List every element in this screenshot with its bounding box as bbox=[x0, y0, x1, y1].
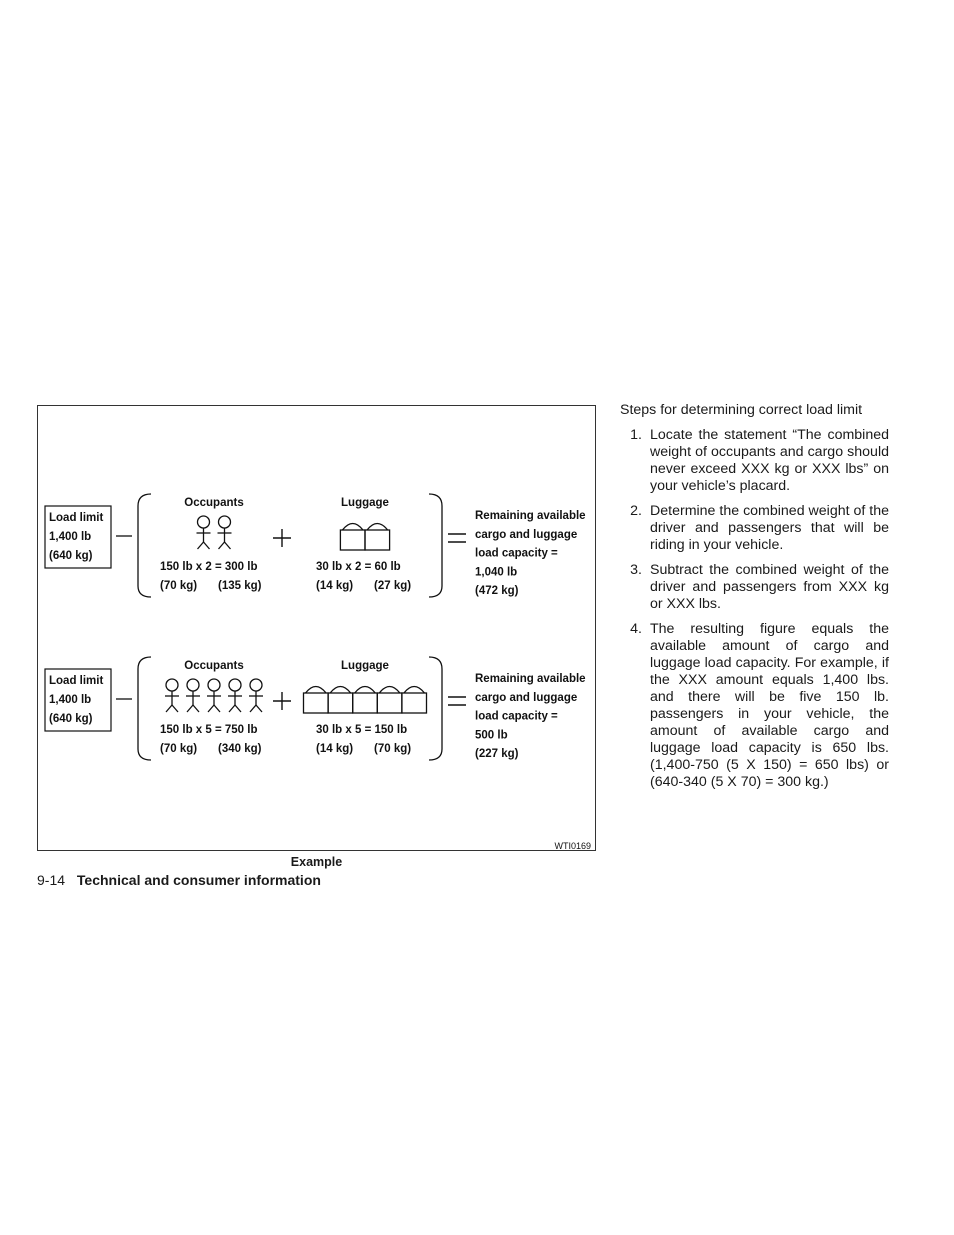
luggage-body bbox=[328, 693, 353, 713]
occupants-calc: 150 lb x 5 = 750 lb bbox=[160, 724, 258, 736]
luggage-icon bbox=[328, 687, 353, 714]
luggage-icon bbox=[304, 687, 329, 714]
luggage-kg: (14 kg) bbox=[316, 580, 354, 592]
person-leg-left bbox=[187, 705, 193, 712]
person-leg-right bbox=[193, 705, 199, 712]
person-leg-right bbox=[235, 705, 241, 712]
luggage-body bbox=[377, 693, 402, 713]
person-leg-right bbox=[256, 705, 262, 712]
person-leg-right bbox=[204, 542, 210, 549]
person-head bbox=[219, 516, 231, 528]
left-bracket bbox=[138, 494, 151, 597]
load-limit-line: Load limit bbox=[49, 675, 104, 687]
luggage-handle bbox=[355, 687, 376, 694]
occupants-kg: (70 kg) bbox=[160, 743, 198, 755]
person-leg-left bbox=[198, 542, 204, 549]
occupants-label: Occupants bbox=[184, 660, 244, 672]
luggage-kg: (14 kg) bbox=[316, 743, 354, 755]
figure-row-2 bbox=[45, 657, 586, 760]
person-icon bbox=[186, 679, 200, 712]
person-leg-right bbox=[225, 542, 231, 549]
luggage-calc: 30 lb x 2 = 60 lb bbox=[316, 561, 401, 573]
load-limit-line: (640 kg) bbox=[49, 550, 93, 562]
person-icon bbox=[218, 516, 232, 549]
person-icon bbox=[207, 679, 221, 712]
person-leg-left bbox=[166, 705, 172, 712]
step-item bbox=[620, 503, 889, 554]
luggage-label: Luggage bbox=[341, 497, 389, 509]
person-icon bbox=[228, 679, 242, 712]
person-head bbox=[229, 679, 241, 691]
result-line: 500 lb bbox=[475, 729, 508, 742]
luggage-icon bbox=[365, 524, 390, 551]
occupants-kg: (70 kg) bbox=[160, 580, 198, 592]
person-head bbox=[208, 679, 220, 691]
load-limit-line: 1,400 lb bbox=[49, 531, 92, 543]
step-text: The resulting figure equals the available amount of cargo and luggage load capacity. For example, if the XXX amount equals 1,400 lbs. and there will be five 150 lb. passengers in your vehicle, the amount of available cargo and luggage load capacity is 650 lbs. (1,400-750 (5 X 150) = 650 lbs) or (640-340 (5 X 70) = 300 kg.) bbox=[650, 621, 889, 790]
person-icon bbox=[197, 516, 211, 549]
steps-section bbox=[620, 402, 889, 799]
person-icon bbox=[165, 679, 179, 712]
step-number: 3. bbox=[630, 562, 642, 578]
left-bracket bbox=[138, 657, 151, 760]
result-line: 1,040 lb bbox=[475, 566, 518, 579]
person-leg-left bbox=[219, 542, 225, 549]
person-head bbox=[250, 679, 262, 691]
luggage-handle bbox=[342, 524, 363, 531]
luggage-total-kg: (70 kg) bbox=[374, 743, 412, 755]
load-limit-line: 1,400 lb bbox=[49, 694, 92, 706]
right-bracket bbox=[429, 657, 442, 760]
luggage-handle bbox=[367, 524, 388, 531]
step-text: Locate the statement “The combined weight of occupants and cargo should never exceed XXX kg or XXX lbs” on your vehicle’s placard. bbox=[650, 427, 889, 494]
person-icon bbox=[249, 679, 263, 712]
person-leg-right bbox=[214, 705, 220, 712]
luggage-body bbox=[365, 530, 390, 550]
load-limit-figure bbox=[37, 405, 596, 851]
step-number: 2. bbox=[630, 503, 642, 519]
result-line: cargo and luggage bbox=[475, 528, 578, 541]
load-limit-line: (640 kg) bbox=[49, 713, 93, 725]
occupants-total-kg: (135 kg) bbox=[218, 580, 262, 592]
luggage-calc: 30 lb x 5 = 150 lb bbox=[316, 724, 408, 736]
result-line: (227 kg) bbox=[475, 748, 519, 761]
luggage-icon bbox=[377, 687, 402, 714]
person-head bbox=[198, 516, 210, 528]
result-line: Remaining available bbox=[475, 510, 586, 522]
person-leg-left bbox=[250, 705, 256, 712]
figure-code: WTI0169 bbox=[554, 841, 591, 851]
person-leg-left bbox=[229, 705, 235, 712]
person-leg-right bbox=[172, 705, 178, 712]
steps-list bbox=[620, 427, 889, 791]
person-head bbox=[187, 679, 199, 691]
page-number: 9-14 bbox=[37, 872, 66, 888]
step-item bbox=[620, 427, 889, 495]
result-line: cargo and luggage bbox=[475, 691, 578, 704]
result-line: load capacity = bbox=[475, 710, 558, 723]
luggage-icon bbox=[402, 687, 427, 714]
step-item bbox=[620, 562, 889, 613]
person-leg-left bbox=[208, 705, 214, 712]
load-limit-line: Load limit bbox=[49, 512, 104, 524]
occupants-total-kg: (340 kg) bbox=[218, 743, 262, 755]
luggage-handle bbox=[379, 687, 400, 694]
occupants-label: Occupants bbox=[184, 497, 244, 509]
luggage-handle bbox=[306, 687, 327, 694]
luggage-body bbox=[353, 693, 378, 713]
page-footer bbox=[37, 872, 321, 888]
occupants-calc: 150 lb x 2 = 300 lb bbox=[160, 561, 258, 573]
step-number: 4. bbox=[630, 621, 642, 637]
luggage-handle bbox=[404, 687, 425, 694]
luggage-body bbox=[402, 693, 427, 713]
luggage-icon bbox=[353, 687, 378, 714]
load-limit-diagram bbox=[38, 406, 597, 852]
figure-row-1 bbox=[45, 494, 586, 597]
luggage-handle bbox=[330, 687, 351, 694]
person-head bbox=[166, 679, 178, 691]
result-line: (472 kg) bbox=[475, 585, 519, 598]
section-title: Technical and consumer information bbox=[76, 872, 321, 888]
step-item bbox=[620, 621, 889, 791]
luggage-total-kg: (27 kg) bbox=[374, 580, 412, 592]
figure-caption: Example bbox=[290, 855, 343, 869]
step-text: Determine the combined weight of the driver and passengers that will be riding in your vehicle. bbox=[650, 503, 889, 553]
result-line: Remaining available bbox=[475, 673, 586, 685]
luggage-body bbox=[304, 693, 329, 713]
luggage-icon bbox=[340, 524, 365, 551]
right-bracket bbox=[429, 494, 442, 597]
step-text: Subtract the combined weight of the driver and passengers from XXX kg or XXX lbs. bbox=[650, 562, 889, 612]
result-line: load capacity = bbox=[475, 547, 558, 560]
luggage-body bbox=[340, 530, 365, 550]
luggage-label: Luggage bbox=[341, 660, 389, 672]
steps-heading: Steps for determining correct load limit bbox=[620, 402, 863, 418]
step-number: 1. bbox=[630, 427, 642, 443]
